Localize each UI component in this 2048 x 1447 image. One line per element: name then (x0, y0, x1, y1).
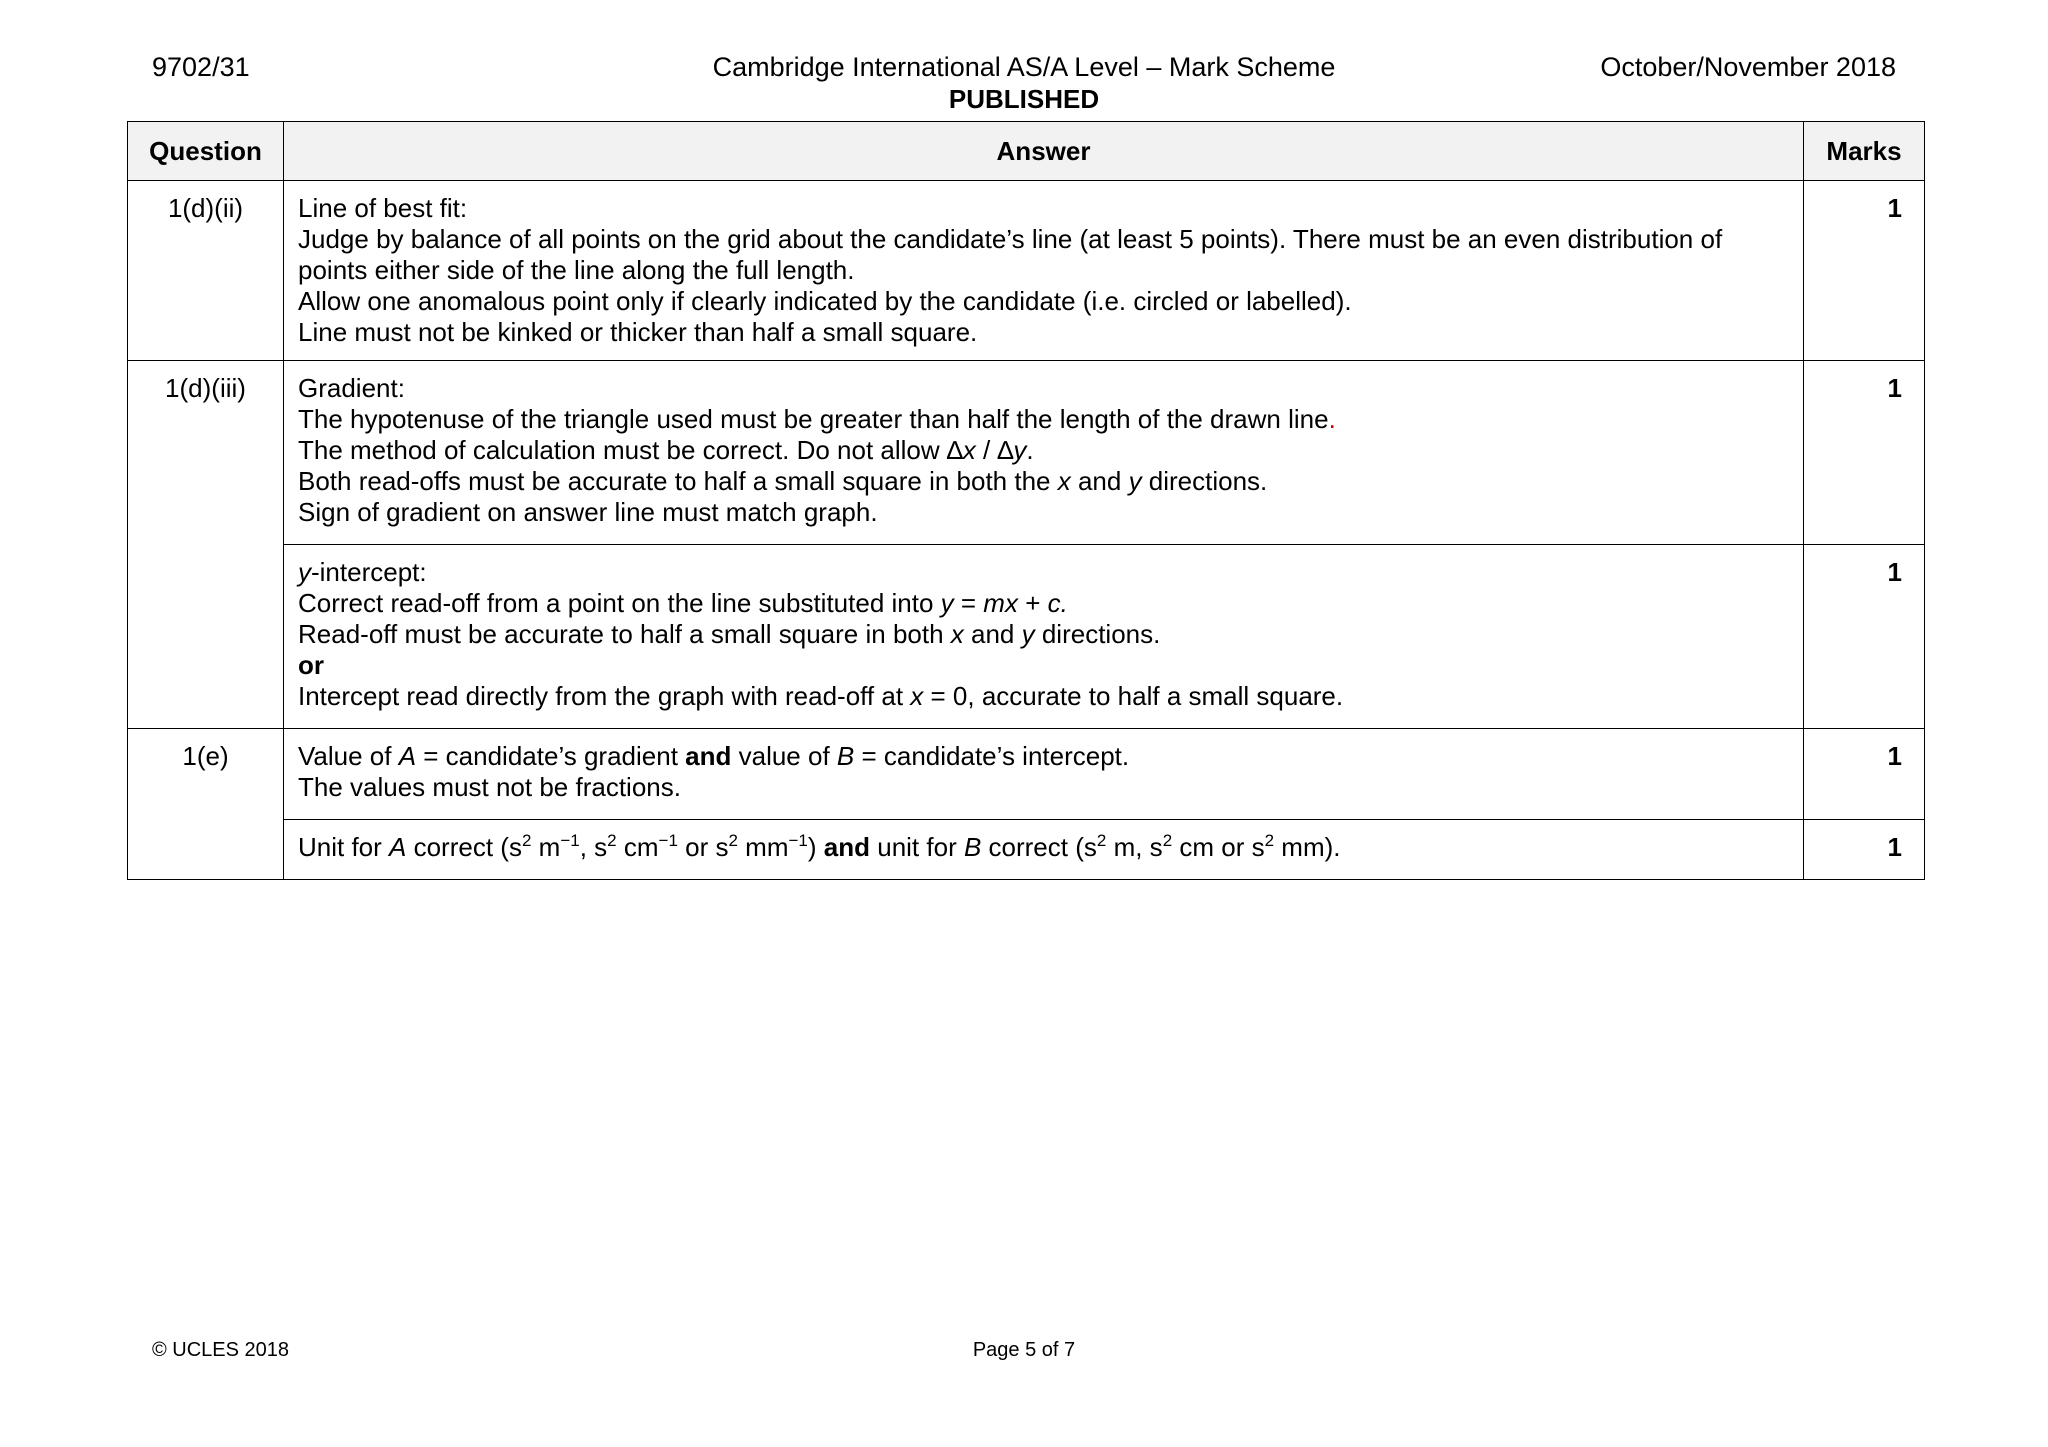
answer-line: The values must not be fractions. (298, 772, 681, 802)
answer-line: Judge by balance of all points on the grid about the candidate’s line (at least 5 points). There must be an even distribution of points either side of the line along the full length. (298, 224, 1723, 285)
answer-line: Allow one anomalous point only if clearly indicated by the candidate (i.e. circled or labelled). (298, 286, 1352, 316)
question-column-header: Question (128, 122, 284, 181)
paper-code: 9702/31 (152, 52, 250, 82)
answer-line: The method of calculation must be correct. Do not allow ∆x / ∆y. (298, 435, 1034, 465)
question-number: 1(d)(ii) (128, 181, 284, 361)
question-number: 1(e) (128, 729, 284, 880)
page-number: Page 5 of 7 (972, 1339, 1076, 1361)
answer-line: Line of best fit: (298, 193, 468, 223)
answer-cell (284, 361, 1804, 545)
marks-column-header: Marks (1804, 122, 1925, 181)
table-row (128, 729, 1925, 820)
copyright-notice: © UCLES 2018 (152, 1339, 290, 1361)
marks-value: 1 (1804, 361, 1925, 545)
answer-cell (284, 729, 1804, 820)
question-number: 1(d)(iii) (128, 361, 284, 729)
marks-value: 1 (1804, 181, 1925, 361)
answer-line: Sign of gradient on answer line must match graph. (298, 497, 878, 527)
table-row (128, 181, 1925, 361)
published-label: PUBLISHED (948, 84, 1100, 114)
marks-value: 1 (1804, 820, 1925, 880)
table-header-row (128, 122, 1925, 181)
answer-line: Both read-offs must be accurate to half a small square in both the x and y directions. (298, 466, 1268, 496)
answer-line: y-intercept: (298, 557, 427, 587)
mark-scheme-table (127, 121, 1925, 880)
document-title: Cambridge International AS/A Level – Mark Scheme (712, 52, 1336, 82)
table-row (128, 820, 1925, 880)
exam-session: October/November 2018 (1600, 52, 1896, 82)
answer-line: Gradient: (298, 373, 405, 403)
answer-cell (284, 820, 1804, 880)
answer-line: Line must not be kinked or thicker than half a small square. (298, 317, 978, 347)
page-header (0, 0, 2048, 120)
answer-column-header: Answer (284, 122, 1804, 181)
table-row (128, 545, 1925, 729)
answer-line: The hypotenuse of the triangle used must be greater than half the length of the drawn line. (298, 404, 1336, 434)
marks-value: 1 (1804, 729, 1925, 820)
answer-line: Unit for A correct ($s^2$ $m^{-1}$, $s^2$ $cm^{-1}$ or $s^2$ $mm^{-1}$) and unit for B correct ($s^2$ m, $s^2$ cm or $s^2$ mm). (298, 831, 1341, 862)
answer-line: Intercept read directly from the graph with read-off at x = 0, accurate to half a small square. (298, 681, 1344, 711)
answer-line: Correct read-off from a point on the line substituted into y = mx + c. (298, 588, 1068, 618)
marks-value: 1 (1804, 545, 1925, 729)
answer-cell (284, 545, 1804, 729)
answer-cell (284, 181, 1804, 361)
answer-line: Value of A = candidate’s gradient and value of B = candidate’s intercept. (298, 741, 1130, 771)
answer-line: Read-off must be accurate to half a small square in both x and y directions. (298, 619, 1161, 649)
table-row (128, 361, 1925, 545)
answer-line: or (298, 650, 324, 680)
